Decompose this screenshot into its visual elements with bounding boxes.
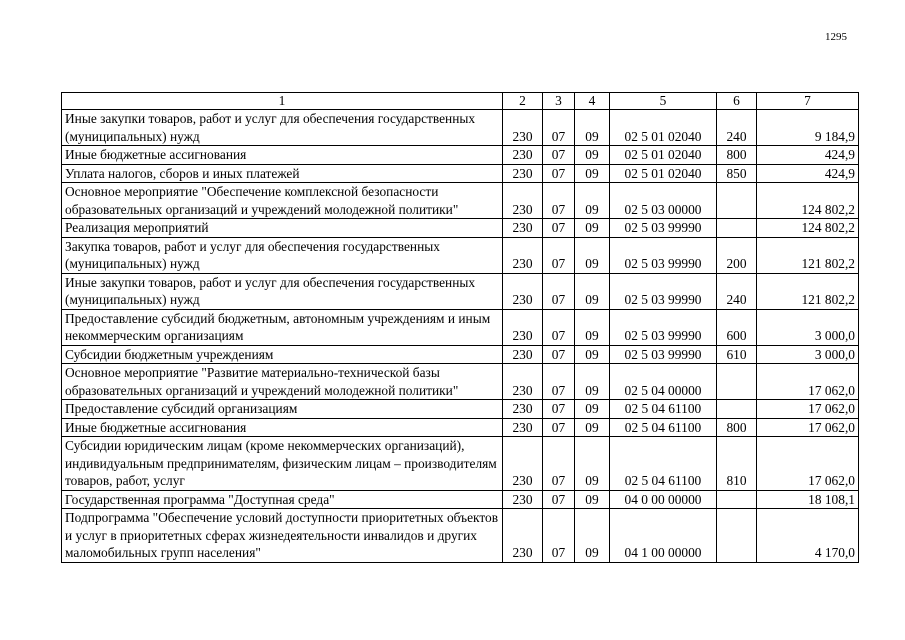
column-header-4: 4 [575, 93, 610, 110]
budget-table [61, 92, 859, 563]
amount-cell: 17 062,0 [757, 437, 859, 491]
subsection-code-cell: 09 [575, 273, 610, 309]
subsection-code-cell: 09 [575, 437, 610, 491]
row-name-cell: Субсидии бюджетным учреждениям [62, 345, 503, 364]
subsection-code-cell: 09 [575, 237, 610, 273]
target-article-cell: 02 5 03 99990 [610, 219, 717, 238]
expense-type-cell [717, 219, 757, 238]
table-row [62, 146, 859, 165]
amount-cell: 424,9 [757, 164, 859, 183]
target-article-cell: 02 5 01 02040 [610, 146, 717, 165]
section-code-cell: 07 [543, 345, 575, 364]
table-row [62, 183, 859, 219]
row-name-cell: Иные закупки товаров, работ и услуг для обеспечения государственных (муниципальных) нужд [62, 110, 503, 146]
row-name-cell: Закупка товаров, работ и услуг для обеспечения государственных (муниципальных) нужд [62, 237, 503, 273]
table-body [62, 110, 859, 563]
row-name-cell: Иные закупки товаров, работ и услуг для обеспечения государственных (муниципальных) нужд [62, 273, 503, 309]
expense-type-cell: 610 [717, 345, 757, 364]
section-code-cell: 07 [543, 400, 575, 419]
section-code-cell: 07 [543, 418, 575, 437]
expense-type-cell: 800 [717, 418, 757, 437]
target-article-cell: 02 5 01 02040 [610, 164, 717, 183]
expense-type-cell: 600 [717, 309, 757, 345]
ministry-code-cell: 230 [503, 400, 543, 419]
expense-type-cell [717, 509, 757, 563]
expense-type-cell [717, 400, 757, 419]
row-name-cell: Субсидии юридическим лицам (кроме некоммерческих организаций), индивидуальным предпринимателям, физическим лицам – производителям товаров, работ, услуг [62, 437, 503, 491]
table-row [62, 309, 859, 345]
amount-cell: 3 000,0 [757, 309, 859, 345]
row-name-cell: Основное мероприятие "Развитие материально-технической базы образовательных организаций и учреждений молодежной политики" [62, 364, 503, 400]
subsection-code-cell: 09 [575, 146, 610, 165]
ministry-code-cell: 230 [503, 490, 543, 509]
table-row [62, 237, 859, 273]
column-header-3: 3 [543, 93, 575, 110]
ministry-code-cell: 230 [503, 110, 543, 146]
column-header-2: 2 [503, 93, 543, 110]
expense-type-cell [717, 364, 757, 400]
page-number: 1295 [825, 31, 847, 43]
ministry-code-cell: 230 [503, 364, 543, 400]
target-article-cell: 02 5 04 00000 [610, 364, 717, 400]
section-code-cell: 07 [543, 364, 575, 400]
expense-type-cell: 200 [717, 237, 757, 273]
amount-cell: 4 170,0 [757, 509, 859, 563]
row-name-cell: Реализация мероприятий [62, 219, 503, 238]
table-row [62, 509, 859, 563]
row-name-cell: Государственная программа "Доступная среда" [62, 490, 503, 509]
section-code-cell: 07 [543, 183, 575, 219]
expense-type-cell [717, 490, 757, 509]
amount-cell: 124 802,2 [757, 219, 859, 238]
subsection-code-cell: 09 [575, 345, 610, 364]
section-code-cell: 07 [543, 490, 575, 509]
row-name-cell: Уплата налогов, сборов и иных платежей [62, 164, 503, 183]
amount-cell: 3 000,0 [757, 345, 859, 364]
target-article-cell: 02 5 03 99990 [610, 273, 717, 309]
row-name-cell: Подпрограмма "Обеспечение условий доступности приоритетных объектов и услуг в приоритетных сферах жизнедеятельности инвалидов и других маломобильных групп населения" [62, 509, 503, 563]
section-code-cell: 07 [543, 309, 575, 345]
subsection-code-cell: 09 [575, 364, 610, 400]
amount-cell: 121 802,2 [757, 273, 859, 309]
section-code-cell: 07 [543, 164, 575, 183]
row-name-cell: Предоставление субсидий бюджетным, автономным учреждениям и иным некоммерческим организациям [62, 309, 503, 345]
section-code-cell: 07 [543, 437, 575, 491]
table-row [62, 437, 859, 491]
subsection-code-cell: 09 [575, 509, 610, 563]
table-row [62, 164, 859, 183]
amount-cell: 124 802,2 [757, 183, 859, 219]
expense-type-cell: 240 [717, 110, 757, 146]
target-article-cell: 04 0 00 00000 [610, 490, 717, 509]
amount-cell: 121 802,2 [757, 237, 859, 273]
section-code-cell: 07 [543, 273, 575, 309]
table-row [62, 219, 859, 238]
expense-type-cell: 240 [717, 273, 757, 309]
target-article-cell: 02 5 03 00000 [610, 183, 717, 219]
expense-type-cell: 810 [717, 437, 757, 491]
expense-type-cell: 850 [717, 164, 757, 183]
ministry-code-cell: 230 [503, 437, 543, 491]
row-name-cell: Основное мероприятие "Обеспечение комплексной безопасности образовательных организаций и учреждений молодежной политики" [62, 183, 503, 219]
target-article-cell: 02 5 03 99990 [610, 237, 717, 273]
target-article-cell: 02 5 04 61100 [610, 418, 717, 437]
ministry-code-cell: 230 [503, 237, 543, 273]
target-article-cell: 02 5 01 02040 [610, 110, 717, 146]
section-code-cell: 07 [543, 219, 575, 238]
subsection-code-cell: 09 [575, 490, 610, 509]
amount-cell: 17 062,0 [757, 418, 859, 437]
amount-cell: 18 108,1 [757, 490, 859, 509]
ministry-code-cell: 230 [503, 146, 543, 165]
subsection-code-cell: 09 [575, 110, 610, 146]
subsection-code-cell: 09 [575, 183, 610, 219]
table-row [62, 110, 859, 146]
ministry-code-cell: 230 [503, 219, 543, 238]
header-row [62, 93, 859, 110]
subsection-code-cell: 09 [575, 219, 610, 238]
table-row [62, 400, 859, 419]
target-article-cell: 02 5 03 99990 [610, 345, 717, 364]
section-code-cell: 07 [543, 110, 575, 146]
column-header-7: 7 [757, 93, 859, 110]
column-header-1: 1 [62, 93, 503, 110]
table-row [62, 490, 859, 509]
expense-type-cell: 800 [717, 146, 757, 165]
section-code-cell: 07 [543, 237, 575, 273]
ministry-code-cell: 230 [503, 418, 543, 437]
target-article-cell: 04 1 00 00000 [610, 509, 717, 563]
ministry-code-cell: 230 [503, 183, 543, 219]
target-article-cell: 02 5 03 99990 [610, 309, 717, 345]
section-code-cell: 07 [543, 146, 575, 165]
amount-cell: 17 062,0 [757, 400, 859, 419]
subsection-code-cell: 09 [575, 400, 610, 419]
subsection-code-cell: 09 [575, 418, 610, 437]
row-name-cell: Иные бюджетные ассигнования [62, 418, 503, 437]
section-code-cell: 07 [543, 509, 575, 563]
column-header-6: 6 [717, 93, 757, 110]
amount-cell: 17 062,0 [757, 364, 859, 400]
ministry-code-cell: 230 [503, 164, 543, 183]
row-name-cell: Иные бюджетные ассигнования [62, 146, 503, 165]
target-article-cell: 02 5 04 61100 [610, 400, 717, 419]
ministry-code-cell: 230 [503, 509, 543, 563]
ministry-code-cell: 230 [503, 345, 543, 364]
table-row [62, 273, 859, 309]
table-row [62, 345, 859, 364]
row-name-cell: Предоставление субсидий организациям [62, 400, 503, 419]
expense-type-cell [717, 183, 757, 219]
amount-cell: 424,9 [757, 146, 859, 165]
table-row [62, 364, 859, 400]
subsection-code-cell: 09 [575, 309, 610, 345]
target-article-cell: 02 5 04 61100 [610, 437, 717, 491]
table-row [62, 418, 859, 437]
column-header-5: 5 [610, 93, 717, 110]
ministry-code-cell: 230 [503, 309, 543, 345]
ministry-code-cell: 230 [503, 273, 543, 309]
subsection-code-cell: 09 [575, 164, 610, 183]
amount-cell: 9 184,9 [757, 110, 859, 146]
